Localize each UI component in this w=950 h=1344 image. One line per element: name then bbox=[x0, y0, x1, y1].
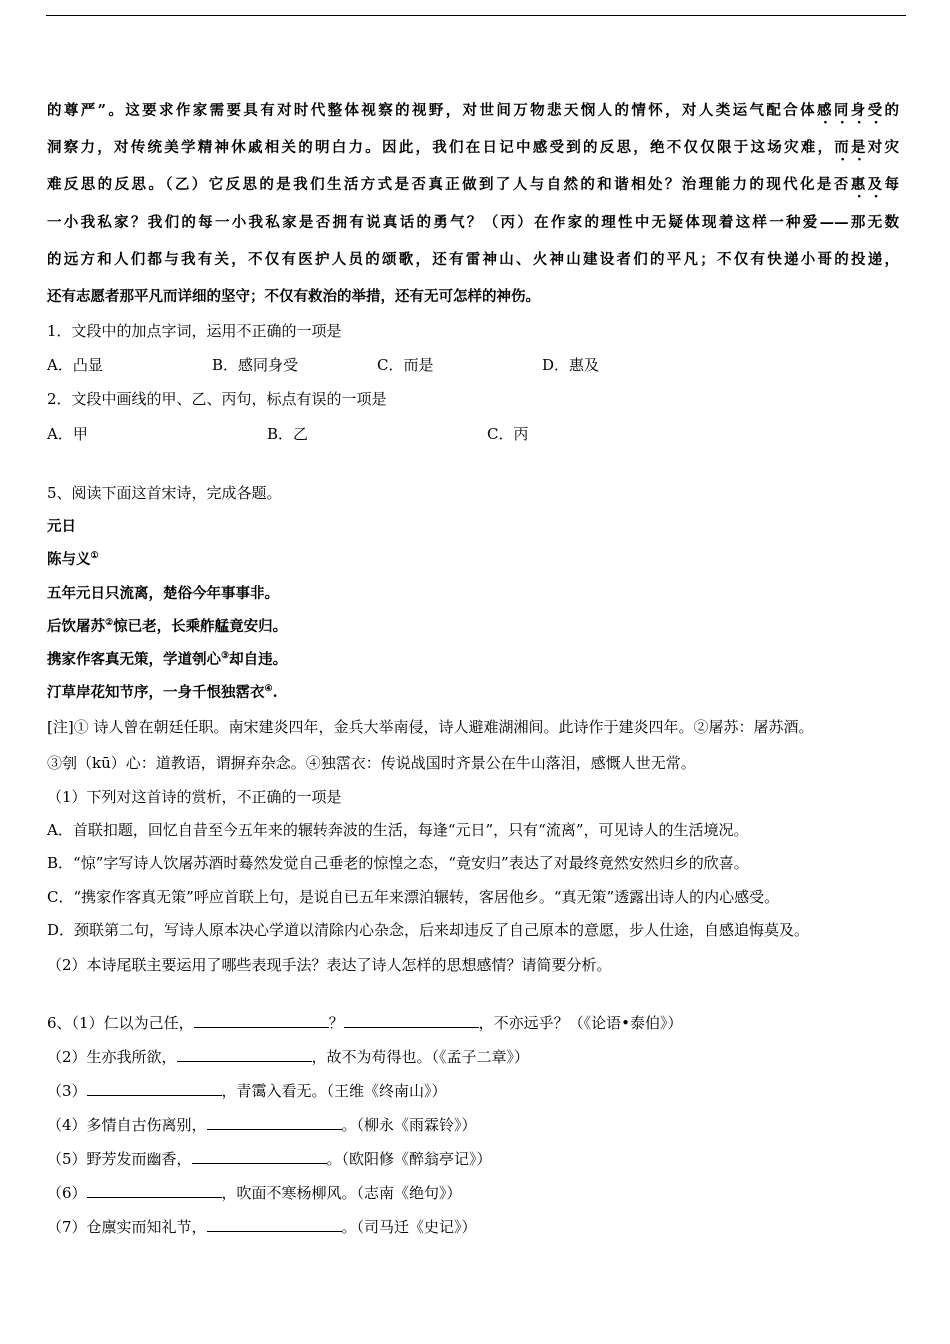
poem-line-4: 汀草岸花知节序，一身千恨独霑衣④. bbox=[47, 684, 278, 701]
s5-option-a: A．首联扣题，回忆自昔至今五年来的辗转奔波的生活，每逢“元日”，只有“流离”，可见诗人的生活境况。 bbox=[47, 821, 749, 839]
passage-line-2: 洞察力，对传统美学精神休戚相关的明白力。因此，我们在日记中感受到的反思，绝不仅仅限于这场灾难，而是对灾 bbox=[47, 139, 899, 156]
poem-note-2: ③刳（kū）心：道教语，谓摒弃杂念。④独霑衣：传说战国时齐景公在牛山落泪，感慨人世无常。 bbox=[47, 754, 696, 772]
passage-line-6: 还有志愿者那平凡而详细的坚守；不仅有救治的举措，还有无可怎样的神伤。 bbox=[47, 288, 540, 305]
header-rule bbox=[46, 15, 906, 16]
poem-author: 陈与义① bbox=[47, 551, 99, 568]
s6-item-4: （4）多情自古伤离别， 。（柳永《雨霖铃》） bbox=[47, 1116, 477, 1134]
q2-option-c: C．丙 bbox=[487, 425, 529, 443]
poem-line-2: 后饮屠苏②惊已老，长乘舴艋竟安归。 bbox=[47, 618, 288, 635]
q1-option-c: C．而是 bbox=[377, 356, 434, 374]
answer-blank[interactable] bbox=[87, 1182, 222, 1198]
poem-note-1: [注]① 诗人曾在朝廷任职。南宋建炎四年，金兵大举南侵，诗人避难湖湘间。此诗作于建炎四年。②屠苏：屠苏酒。 bbox=[47, 718, 814, 736]
s6-item-7: （7）仓廪实而知礼节， 。（司马迁《史记》） bbox=[47, 1218, 477, 1236]
passage-line-4: 一小我私家？我们的每一小我私家是否拥有说真话的勇气？（丙）在作家的理性中无疑体现着这样一种爱——那无数 bbox=[47, 214, 899, 231]
s6-item-2: （2）生亦我所欲， ，故不为苟得也。（《孟子二章》） bbox=[47, 1048, 530, 1066]
s5-option-d: D．颈联第二句，写诗人原本决心学道以清除内心杂念，后来却违反了自己原本的意愿，步人仕途，自感追悔莫及。 bbox=[47, 921, 810, 939]
s6-item-5: （5）野芳发而幽香， 。（欧阳修《醉翁亭记》） bbox=[47, 1150, 492, 1168]
answer-blank[interactable] bbox=[177, 1046, 312, 1062]
q2-prompt: 2．文段中画线的甲、乙、丙句，标点有误的一项是 bbox=[47, 390, 387, 408]
s5-header: 5、阅读下面这首宋诗，完成各题。 bbox=[47, 484, 282, 502]
s5-q2-prompt: （2）本诗尾联主要运用了哪些表现手法？表达了诗人怎样的思想感情？请简要分析。 bbox=[47, 956, 612, 974]
answer-blank[interactable] bbox=[87, 1080, 222, 1096]
s5-option-b: B．“惊”字写诗人饮屠苏酒时蓦然发觉自己垂老的惊惶之态，“竟安归”表达了对最终竟然安然归乡的欣喜。 bbox=[47, 854, 749, 872]
q1-option-a: A．凸显 bbox=[47, 356, 103, 374]
answer-blank[interactable] bbox=[344, 1012, 479, 1028]
s5-q1-prompt: （1）下列对这首诗的赏析，不正确的一项是 bbox=[47, 788, 342, 806]
s6-item-3: （3） ，青霭入看无。（王维《终南山》） bbox=[47, 1082, 447, 1100]
answer-blank[interactable] bbox=[194, 1012, 329, 1028]
s6-item-6: （6） ，吹面不寒杨柳风。（志南《绝句》） bbox=[47, 1184, 462, 1202]
s5-option-c: C．“携家作客真无策”呼应首联上句，是说自已五年来漂泊辗转，客居他乡。“真无策”透露出诗人的内心感受。 bbox=[47, 888, 780, 906]
poem-title: 元日 bbox=[47, 518, 76, 535]
q2-option-b: B．乙 bbox=[267, 425, 309, 443]
passage-line-5: 的远方和人们都与我有关，不仅有医护人员的颂歌，还有雷神山、火神山建设者们的平凡；不仅有快递小哥的投递， bbox=[47, 251, 899, 268]
q1-option-d: D．惠及 bbox=[542, 356, 600, 374]
passage-line-3: 难反思的反思。（乙）它反思的是我们生活方式是否真正做到了人与自然的和谐相处？治理能力的现代化是否惠及每 bbox=[47, 176, 900, 193]
q1-prompt: 1．文段中的加点字词，运用不正确的一项是 bbox=[47, 322, 342, 340]
q2-option-a: A．甲 bbox=[47, 425, 88, 443]
poem-line-3: 携家作客真无策，学道刳心③却自违。 bbox=[47, 651, 288, 668]
q1-option-b: B．感同身受 bbox=[212, 356, 299, 374]
s6-item-1: 6、（1）仁以为己任， ？ ，不亦远乎？（《论语•泰伯》） bbox=[47, 1014, 683, 1032]
answer-blank[interactable] bbox=[207, 1216, 342, 1232]
passage-line-1: 的尊严”。这要求作家需要具有对时代整体视察的视野，对世间万物悲天悯人的情怀，对人类运气配合体感同身受的 bbox=[47, 102, 899, 119]
answer-blank[interactable] bbox=[207, 1114, 342, 1130]
answer-blank[interactable] bbox=[192, 1148, 327, 1164]
poem-line-1: 五年元日只流离，楚俗今年事事非。 bbox=[47, 585, 279, 602]
